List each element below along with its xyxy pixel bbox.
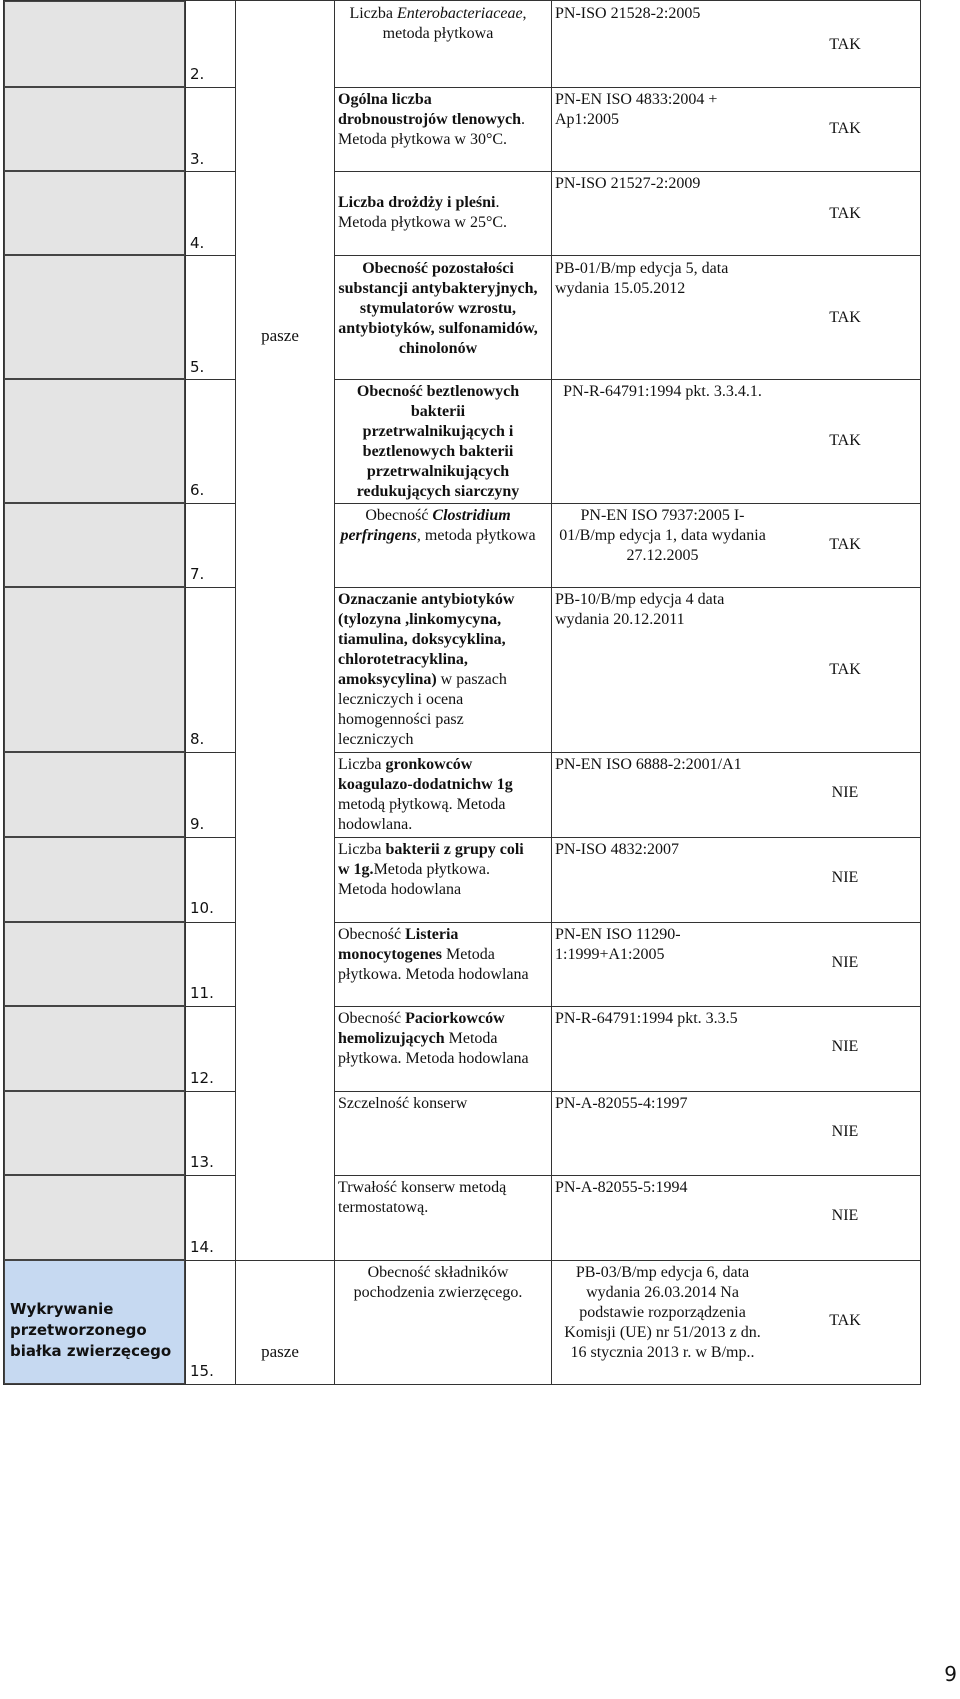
row-number: 5.: [190, 358, 205, 376]
parameter-text: Trwałość konserw metodą termostatową.: [338, 1179, 507, 1216]
method-reference: PN-ISO 21527-2:2009: [555, 175, 701, 192]
group-cell: [4, 255, 185, 379]
accreditation-status: NIE: [831, 869, 859, 886]
parameter-text: Liczba: [338, 756, 386, 773]
accreditation-status: TAK: [829, 1312, 861, 1329]
parameter-text: Oznaczanie antybiotyków (tylozyna ,linkomycyna, tiamulina, doksycyklina, chlorotetracyklina, amoksycylina): [338, 591, 515, 688]
parameter-text: . Metoda płytkowa w 25°C.: [338, 194, 508, 231]
test-parameter: [338, 382, 538, 502]
method-reference: PN-R-64791:1994 pkt. 3.3.4.1.: [563, 383, 762, 400]
accreditation-status: TAK: [829, 536, 861, 553]
accreditation-status: TAK: [829, 661, 861, 678]
group-cell: [4, 922, 185, 1006]
parameter-text: Enterobacteriaceae: [396, 5, 523, 22]
test-parameter: [338, 925, 538, 985]
test-parameter: [338, 1263, 538, 1303]
row-number: 11.: [190, 984, 214, 1002]
group-cell: [4, 837, 185, 922]
method-reference: PN-EN ISO 6888-2:2001/A1: [555, 756, 742, 773]
test-parameter: [338, 1094, 538, 1114]
accreditation-status: TAK: [829, 432, 861, 449]
accreditation-status: NIE: [831, 1123, 859, 1140]
material-label: pasze: [261, 326, 299, 345]
row-number: 8.: [190, 730, 205, 748]
parameter-text: Obecność beztlenowych bakterii przetrwalnikujących i beztlenowych bakterii przetrwalnikujących redukujących siarczyny: [356, 383, 520, 500]
method-reference: PN-EN ISO 7937:2005 I-01/B/mp edycja 1, data wydania 27.12.2005: [559, 507, 766, 564]
parameter-text: Obecność składników pochodzenia zwierzęcego.: [353, 1264, 523, 1301]
parameter-text: Obecność: [338, 1010, 406, 1027]
group-cell: [4, 587, 185, 752]
method-reference: PB-03/B/mp edycja 6, data wydania 26.03.2014 Na podstawie rozporządzenia Komisji (UE) nr 51/2013 z dn. 16 stycznia 2013 r. w B/mp..: [564, 1264, 761, 1361]
row-number: 2.: [190, 65, 205, 83]
group-cell: [4, 1175, 185, 1260]
group-cell: [4, 1006, 185, 1091]
parameter-text: Clostridium perfringens: [340, 507, 511, 544]
parameter-text: Ogólna liczba drobnoustrojów tlenowych: [338, 91, 521, 128]
test-parameter: [338, 1178, 538, 1218]
accreditation-status: NIE: [831, 1038, 859, 1055]
group-cell: [4, 379, 185, 503]
test-parameter: [338, 755, 538, 835]
method-reference: PN-EN ISO 11290-1:1999+A1:2005: [555, 926, 681, 963]
accreditation-status: NIE: [831, 784, 859, 801]
row-number: 14.: [190, 1238, 214, 1256]
parameter-text: metodą płytkową. Metoda hodowlana.: [338, 796, 506, 833]
table-border-bottom: [3, 1384, 921, 1385]
row-number: 15.: [190, 1362, 214, 1380]
accreditation-status: NIE: [831, 1207, 859, 1224]
accreditation-status: NIE: [831, 954, 859, 971]
test-parameter: [338, 590, 538, 750]
test-parameter: [338, 259, 538, 359]
parameter-text: Liczba: [338, 841, 386, 858]
column-divider: [235, 0, 236, 1385]
parameter-text: Metoda płytkowa. Metoda hodowlana: [338, 1030, 529, 1067]
group-label: Wykrywanie przetworzonego białka zwierzęcego: [10, 1300, 172, 1360]
page-number: 9: [944, 1662, 957, 1686]
parameter-text: , metoda płytkowa: [382, 5, 527, 42]
column-divider: [185, 0, 186, 1385]
parameter-text: Szczelność konserw: [338, 1095, 468, 1112]
method-reference: PN-A-82055-4:1997: [555, 1095, 688, 1112]
parameter-text: Metoda płytkowa. Metoda hodowlana: [338, 861, 490, 898]
parameter-text: Liczba drożdży i pleśni: [338, 194, 496, 211]
parameter-text: Obecność: [338, 926, 406, 943]
group-cell: [4, 171, 185, 255]
test-parameter: [338, 1009, 538, 1069]
column-divider: [334, 0, 335, 1385]
test-parameter: [338, 90, 538, 150]
test-parameter: [338, 840, 538, 900]
row-number: 10.: [190, 899, 214, 917]
parameter-text: Listeria monocytogenes: [338, 926, 459, 963]
row-number: 7.: [190, 565, 205, 583]
material-label: pasze: [261, 1342, 299, 1361]
accreditation-status: TAK: [829, 36, 861, 53]
group-cell: [4, 1, 185, 87]
parameter-text: , metoda płytkowa: [416, 527, 536, 544]
table-border-right: [920, 0, 921, 1385]
row-number: 9.: [190, 815, 205, 833]
row-number: 6.: [190, 481, 205, 499]
group-cell: [4, 503, 185, 587]
group-cell: [4, 1091, 185, 1175]
method-reference: PN-R-64791:1994 pkt. 3.3.5: [555, 1010, 738, 1027]
parameter-text: Paciorkowców hemolizujących: [338, 1010, 505, 1047]
row-number: 13.: [190, 1153, 214, 1171]
method-reference: PB-10/B/mp edycja 4 data wydania 20.12.2011: [555, 591, 725, 628]
row-number: 3.: [190, 150, 205, 168]
accreditation-status: TAK: [829, 309, 861, 326]
method-reference: PN-ISO 4832:2007: [555, 841, 680, 858]
row-number: 12.: [190, 1069, 214, 1087]
group-cell: [4, 87, 185, 171]
test-parameter: [338, 193, 538, 233]
parameter-text: w paszach leczniczych i ocena homogenności pasz leczniczych: [338, 671, 507, 748]
accreditation-status: TAK: [829, 120, 861, 137]
method-reference: PN-A-82055-5:1994: [555, 1179, 688, 1196]
parameter-text: bakterii z grupy coli w 1g.: [338, 841, 524, 878]
test-parameter: [338, 4, 538, 44]
parameter-text: Obecność pozostałości substancji antybakteryjnych, stymulatorów wzrostu, antybiotyków, sulfonamidów, chinolonów: [338, 260, 538, 357]
group-cell: [4, 752, 185, 837]
method-reference: PN-EN ISO 4833:2004 + Ap1:2005: [555, 91, 718, 128]
parameter-text: gronkowców koagulazo-dodatnichw 1g: [338, 756, 513, 793]
parameter-text: Liczba: [349, 5, 397, 22]
method-reference: PB-01/B/mp edycja 5, data wydania 15.05.2012: [555, 260, 729, 297]
column-divider: [551, 0, 552, 1385]
method-reference: PN-ISO 21528-2:2005: [555, 5, 701, 22]
row-number: 4.: [190, 234, 205, 252]
parameter-text: Metoda płytkowa. Metoda hodowlana: [338, 946, 529, 983]
parameter-text: . Metoda płytkowa w 30°C.: [338, 111, 525, 148]
accreditation-status: TAK: [829, 205, 861, 222]
parameter-text: Obecność: [365, 507, 433, 524]
test-parameter: [338, 506, 538, 546]
